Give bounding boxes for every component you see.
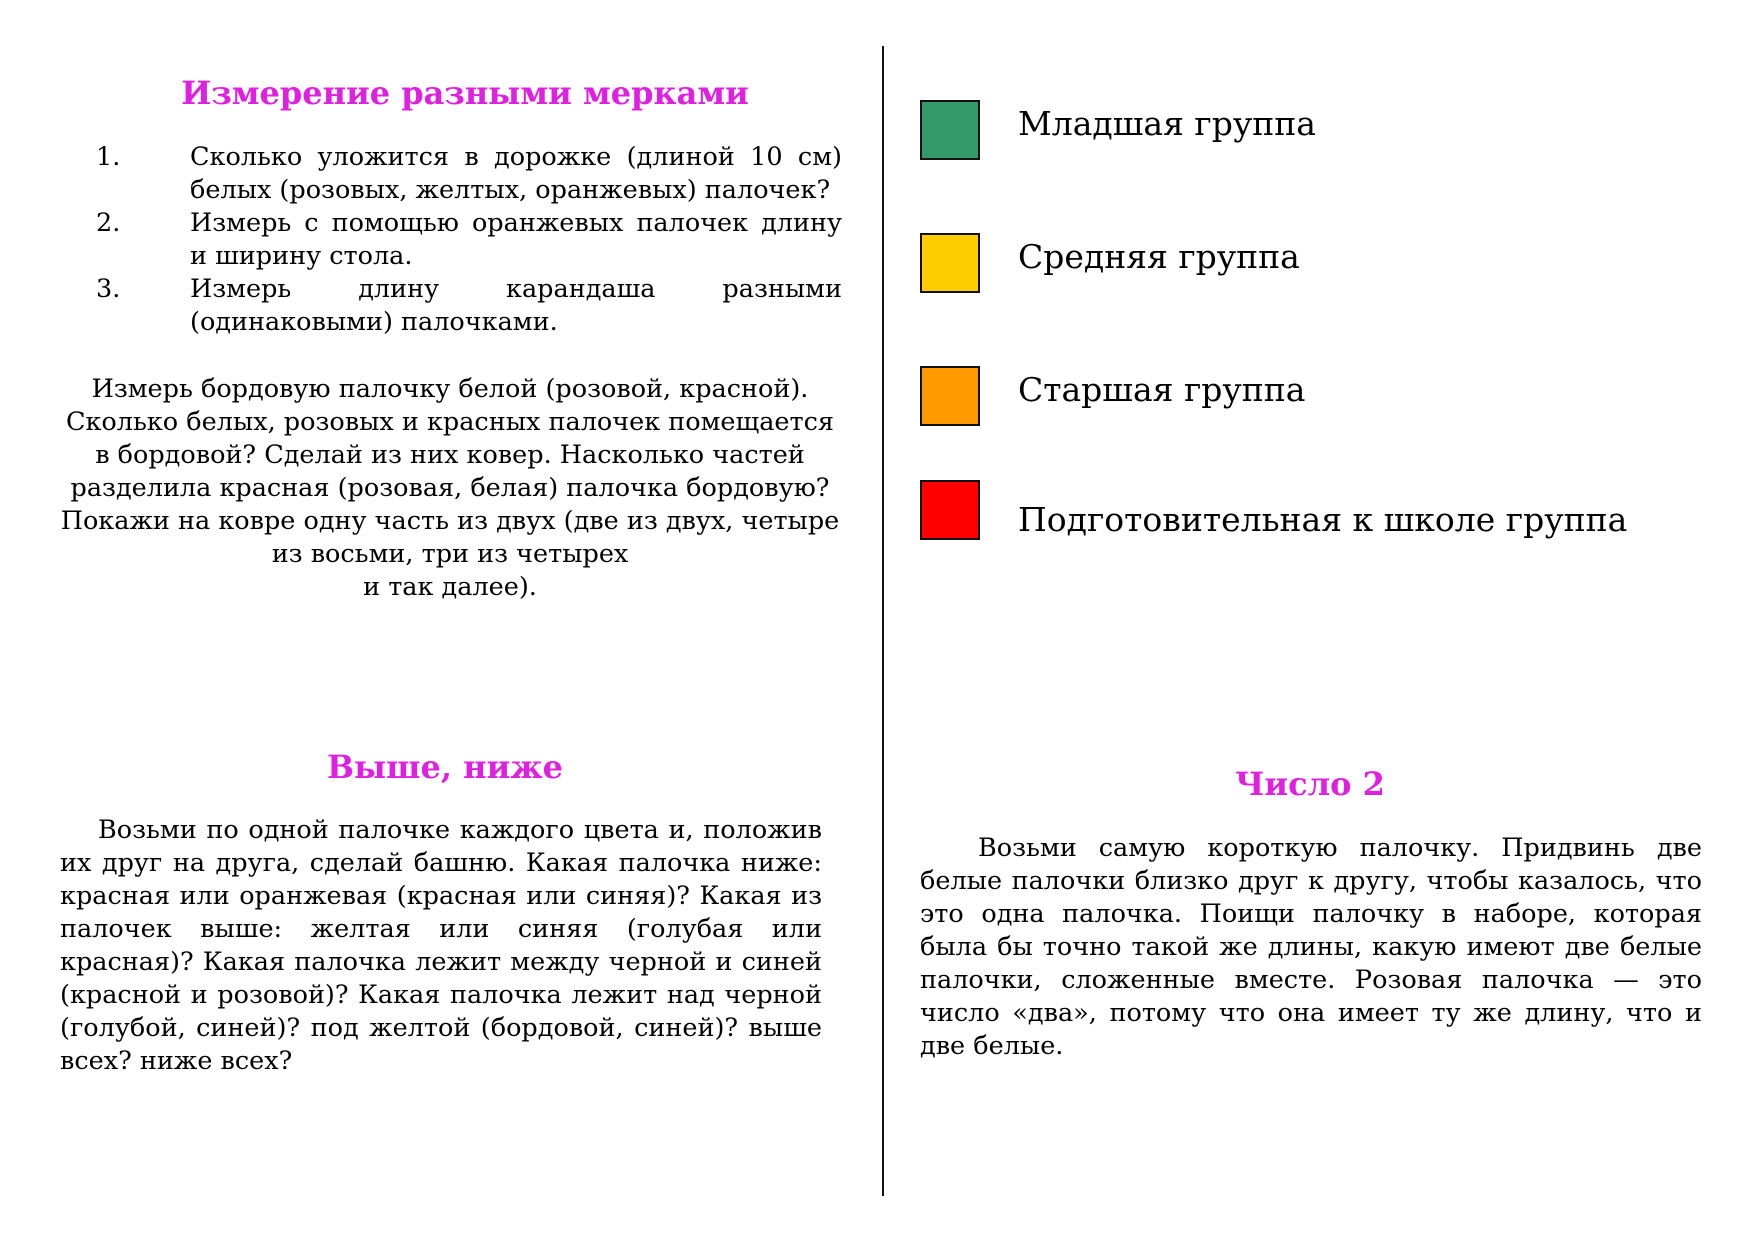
section-title-measuring: Измерение разными мерками: [181, 74, 749, 112]
color-swatch-green: [920, 100, 980, 160]
color-swatch-red: [920, 480, 980, 540]
paragraph-line: из восьми, три из четырех: [271, 539, 629, 569]
list-item-number: 3.: [96, 274, 121, 304]
number-two-paragraph: Возьми самую короткую палочку. Придвинь две белые палочки близко друг к другу, чтобы казалось, что это одна палочка. Поищи палочку в наборе, которая была бы точно такой же длины, какую имеют две белые палочки, сложенные вместе. Розовая палочка — это число «два», потому что она имеет ту же длину, что и две белые.: [920, 833, 1702, 1061]
measuring-tasks-list: [96, 141, 842, 339]
measuring-paragraph: [55, 373, 845, 604]
list-item: [96, 141, 842, 207]
paragraph-line: в бордовой? Сделай из них ковер. Насколько частей: [95, 440, 805, 470]
higher-lower-paragraph: Возьми по одной палочке каждого цвета и, положив их друг на друга, сделай башню. Какая палочка ниже: красная или оранжевая (красная или синяя)? Какая из палочек выше: желтая или синяя (голубая или красная)? Какая палочка лежит между черной и синей (красной и розовой)? Какая палочка лежит над черной (голубой, синей)? под желтой (бордовой, синей)? выше всех? ниже всех?: [60, 815, 822, 1076]
paragraph-line: и так далее).: [363, 572, 537, 602]
legend-label: Младшая группа: [1018, 104, 1316, 143]
list-item-text: Сколько уложится в дорожке (длиной 10 см) белых (розовых, желтых, оранжевых) палочек?: [190, 142, 842, 205]
legend-label: Старшая группа: [1018, 370, 1306, 409]
paragraph-line: Покажи на ковре одну часть из двух (две из двух, четыре: [60, 506, 840, 536]
paragraph-line: Измерь бордовую палочку белой (розовой, красной).: [91, 374, 809, 404]
paragraph-line: разделила красная (розовая, белая) палочка бордовую?: [70, 473, 830, 503]
page-divider: [882, 46, 884, 1196]
list-item-text-continued: (одинаковыми) палочками.: [190, 307, 558, 337]
list-item: [96, 273, 842, 339]
legend-label: Средняя группа: [1018, 237, 1300, 276]
paragraph-line: Сколько белых, розовых и красных палочек помещается: [65, 407, 834, 437]
section-title-number-two: Число 2: [1235, 765, 1385, 803]
legend-label: Подготовительная к школе группа: [1018, 500, 1628, 539]
list-item-text: Измерь длину карандаша разными: [190, 274, 842, 304]
list-item-number: 2.: [96, 208, 121, 238]
list-item: [96, 207, 842, 273]
color-swatch-yellow: [920, 233, 980, 293]
list-item-text: Измерь с помощью оранжевых палочек длину и ширину стола.: [190, 208, 842, 271]
section-title-higher-lower: Выше, ниже: [327, 748, 563, 786]
list-item-number: 1.: [96, 142, 121, 172]
color-swatch-orange: [920, 366, 980, 426]
